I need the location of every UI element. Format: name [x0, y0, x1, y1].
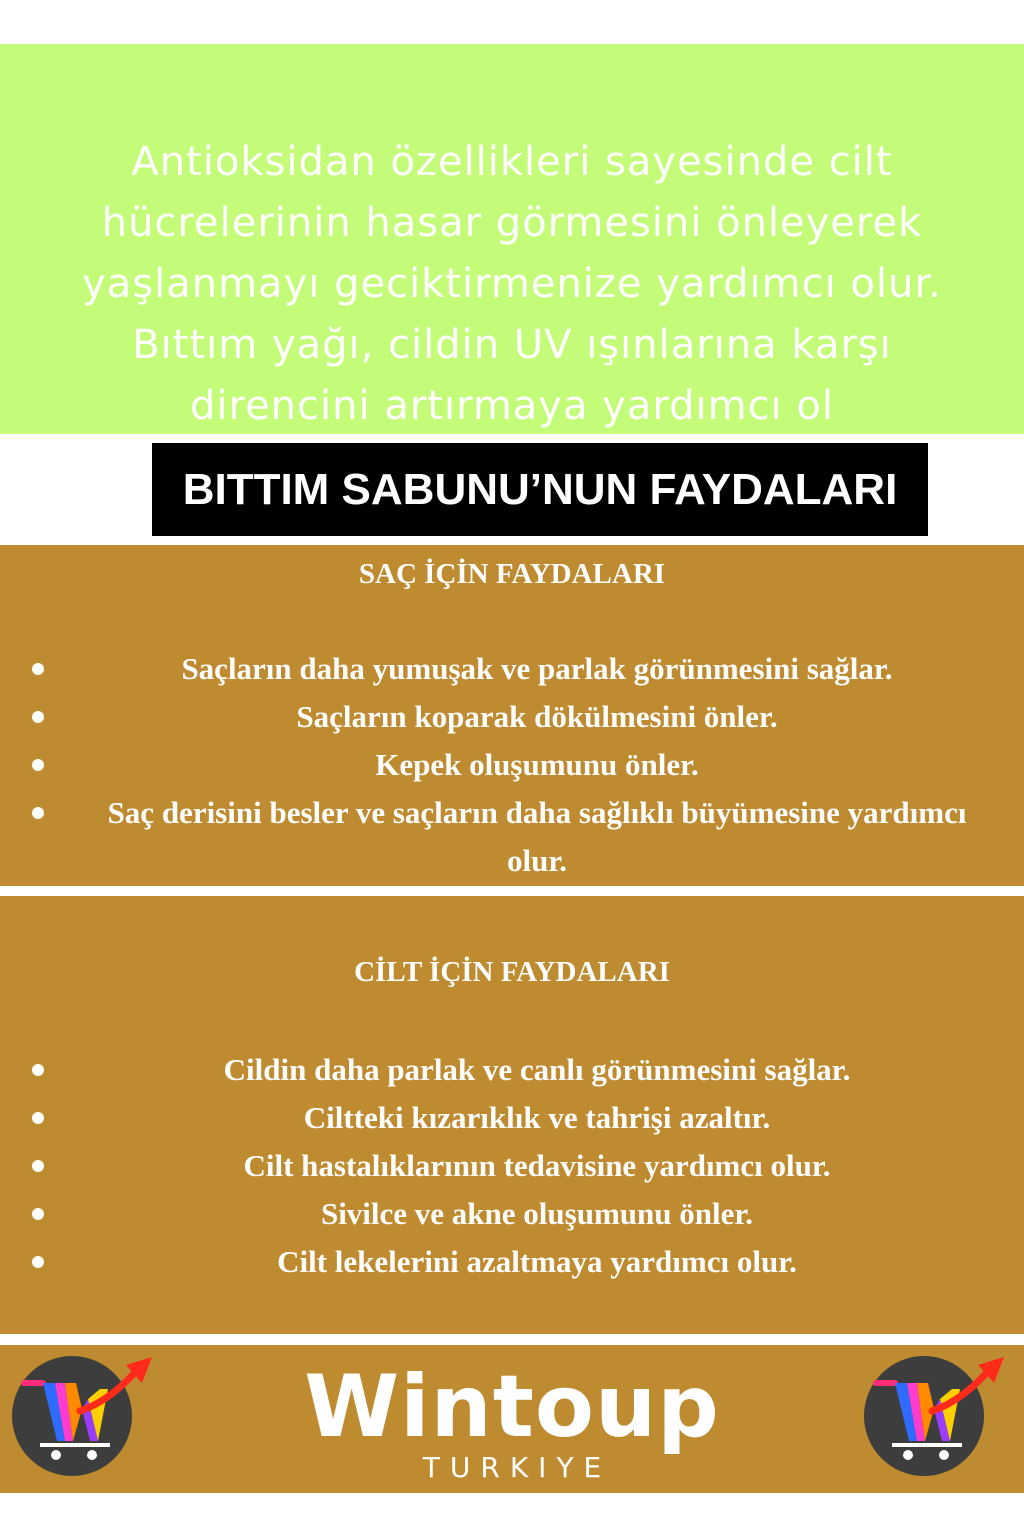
list-item-text: Kepek oluşumunu önler. [375, 747, 699, 782]
skin-benefits-heading: CİLT İÇİN FAYDALARI [354, 956, 670, 988]
brand-subtitle: TURKIYE [422, 1451, 612, 1484]
page-title: BITTIM SABUNU’NUN FAYDALARI [152, 443, 928, 536]
list-item-text: Cildin daha parlak ve canlı görünmesini sağlar. [223, 1052, 851, 1087]
list-item [0, 645, 1024, 693]
list-item-text: Sivilce ve akne oluşumunu önler. [320, 1196, 754, 1231]
bullet-icon [32, 759, 44, 771]
bullet-icon [32, 711, 44, 723]
list-item-text: Cilt hastalıklarının tedavisine yardımcı olur. [243, 1148, 831, 1183]
list-item [0, 1190, 1024, 1238]
list-item [0, 1238, 1024, 1286]
bullet-icon [32, 1064, 44, 1076]
bullet-icon [32, 1208, 44, 1220]
list-item-text: Saçların daha yumuşak ve parlak görünmesini sağlar. [181, 651, 893, 686]
bullet-icon [32, 1256, 44, 1268]
bullet-icon [32, 663, 44, 675]
intro-line: yaşlanmayı geciktirmenize yardımcı olur. [82, 261, 942, 307]
brand-footer [0, 1345, 1024, 1493]
intro-line: Bıttım yağı, cildin UV ışınlarına karşı [132, 322, 892, 368]
bullet-icon [32, 807, 44, 819]
list-item [0, 1046, 1024, 1094]
hair-benefits-heading: SAÇ İÇİN FAYDALARI [358, 558, 666, 590]
list-item [0, 741, 1024, 789]
list-item [0, 693, 1024, 741]
bullet-icon [32, 1112, 44, 1124]
list-item [0, 1094, 1024, 1142]
bullet-icon [32, 1160, 44, 1172]
intro-banner [0, 44, 1024, 434]
list-item-text: Ciltteki kızarıklık ve tahrişi azaltır. [303, 1100, 771, 1135]
intro-line: direncini artırmaya yardımcı ol [190, 383, 834, 429]
skin-benefits-panel [0, 896, 1024, 1334]
wintoup-cart-logo-icon [862, 1349, 1012, 1479]
skin-benefits-list [0, 1046, 1024, 1286]
brand-logo-text: Wintoup [304, 1357, 720, 1457]
intro-line: Antioksidan özellikleri sayesinde cilt [131, 139, 893, 185]
intro-line: hücrelerinin hasar görmesini önleyerek [101, 200, 923, 246]
list-item-text: Cilt lekelerini azaltmaya yardımcı olur. [277, 1244, 797, 1279]
list-item-text: Saç derisini besler ve saçların daha sağlıklı büyümesine yardımcı olur. [107, 795, 967, 878]
list-item [0, 1142, 1024, 1190]
list-item-text: Saçların koparak dökülmesini önler. [296, 699, 778, 734]
list-item [0, 789, 1024, 885]
hair-benefits-list [0, 645, 1024, 885]
hair-benefits-panel [0, 545, 1024, 886]
